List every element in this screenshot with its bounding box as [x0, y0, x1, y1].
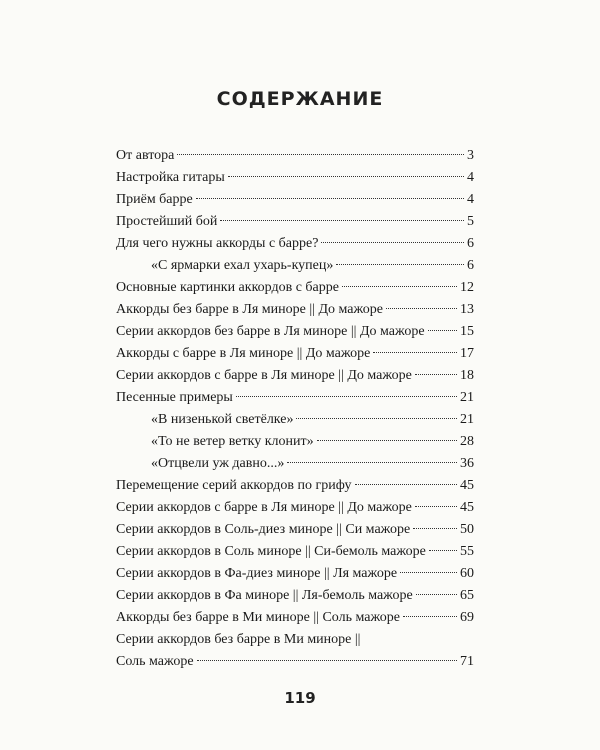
- table-of-contents: [116, 145, 474, 673]
- toc-leader-dots: [415, 506, 457, 507]
- toc-entry: [116, 541, 474, 563]
- toc-entry-page: 18: [460, 368, 474, 383]
- toc-entry: [116, 145, 474, 167]
- toc-entry-label: Серии аккордов без барре в Ля миноре || До мажоре: [116, 324, 425, 339]
- toc-entry-label: Аккорды без барре в Ля миноре || До мажоре: [116, 302, 384, 317]
- toc-entry-label: «С ярмарки ехал ухарь-купец»: [151, 258, 334, 273]
- toc-entry-page: 13: [460, 302, 474, 317]
- toc-entry-page: 15: [460, 324, 474, 339]
- toc-entry-label: Серии аккордов в Фа миноре || Ля-бемоль мажоре: [116, 588, 413, 603]
- toc-entry-page: 4: [467, 192, 474, 207]
- toc-leader-dots: [429, 550, 457, 551]
- toc-entry-page: 45: [460, 478, 474, 493]
- toc-entry: [116, 497, 474, 519]
- toc-entry-page: 69: [460, 610, 474, 625]
- toc-leader-dots: [400, 572, 457, 573]
- toc-entry-page: 50: [460, 522, 474, 537]
- toc-entries: [116, 145, 474, 629]
- toc-entry-page: 5: [467, 214, 474, 229]
- page-number: 119: [284, 689, 316, 707]
- toc-entry-page: 45: [460, 500, 474, 515]
- toc-entry-page: 6: [467, 258, 474, 273]
- toc-leader-dots: [321, 242, 464, 243]
- toc-entry-label: Аккорды с барре в Ля миноре || До мажоре: [116, 346, 371, 361]
- toc-entry-page: 4: [467, 170, 474, 185]
- toc-entry-label: Простейший бой: [116, 214, 218, 229]
- toc-entry-label: Песенные примеры: [116, 390, 233, 405]
- toc-entry: [116, 255, 474, 277]
- toc-entry-label: Основные картинки аккордов с барре: [116, 280, 339, 295]
- toc-entry-label-line2: Соль мажоре: [116, 654, 194, 669]
- toc-entry-label: «В низенькой светёлке»: [151, 412, 294, 427]
- toc-leader-dots: [373, 352, 457, 353]
- toc-entry: [116, 607, 474, 629]
- toc-leader-dots: [197, 660, 457, 661]
- toc-entry-page: 28: [460, 434, 474, 449]
- toc-entry-page: 60: [460, 566, 474, 581]
- toc-entry-multiline: [116, 629, 474, 673]
- toc-entry: [116, 321, 474, 343]
- toc-entry-page: 36: [460, 456, 474, 471]
- toc-entry: [116, 409, 474, 431]
- toc-leader-dots: [413, 528, 457, 529]
- toc-entry-label: Для чего нужны аккорды с барре?: [116, 236, 319, 251]
- toc-entry: [116, 299, 474, 321]
- toc-entry: [116, 431, 474, 453]
- toc-entry-label: Серии аккордов в Соль миноре || Си-бемоль мажоре: [116, 544, 426, 559]
- toc-entry-page: 55: [460, 544, 474, 559]
- toc-entry: [116, 475, 474, 497]
- page-title: СОДЕРЖАНИЕ: [216, 88, 384, 110]
- toc-entry-label: Серии аккордов с барре в Ля миноре || До мажоре: [116, 368, 412, 383]
- toc-entry-label-line1: Серии аккордов без барре в Ми миноре ||: [116, 632, 361, 647]
- toc-leader-dots: [428, 330, 457, 331]
- toc-entry: [116, 585, 474, 607]
- toc-leader-dots: [296, 418, 457, 419]
- toc-entry-label: Приём барре: [116, 192, 193, 207]
- toc-entry-page: 21: [460, 412, 474, 427]
- toc-leader-dots: [177, 154, 464, 155]
- toc-entry-page: 71: [460, 654, 474, 669]
- toc-entry-label: От автора: [116, 148, 175, 163]
- toc-leader-dots: [196, 198, 464, 199]
- toc-entry: [116, 189, 474, 211]
- toc-entry-label: Аккорды без барре в Ми миноре || Соль мажоре: [116, 610, 401, 625]
- toc-leader-dots: [336, 264, 464, 265]
- toc-leader-dots: [342, 286, 457, 287]
- toc-entry-label: «Отцвели уж давно...»: [151, 456, 285, 471]
- toc-entry: [116, 519, 474, 541]
- toc-leader-dots: [355, 484, 458, 485]
- toc-entry: [116, 365, 474, 387]
- toc-leader-dots: [228, 176, 464, 177]
- toc-leader-dots: [386, 308, 457, 309]
- toc-entry: [116, 211, 474, 233]
- toc-entry: [116, 563, 474, 585]
- toc-entry: [116, 343, 474, 365]
- toc-leader-dots: [236, 396, 457, 397]
- toc-entry-label: Серии аккордов в Фа-диез миноре || Ля мажоре: [116, 566, 398, 581]
- toc-entry-label: Настройка гитары: [116, 170, 225, 185]
- toc-entry: [116, 453, 474, 475]
- toc-entry: [116, 277, 474, 299]
- toc-entry-label: Перемещение серий аккордов по грифу: [116, 478, 352, 493]
- toc-entry-label: «То не ветер ветку клонит»: [151, 434, 314, 449]
- toc-entry-page: 12: [460, 280, 474, 295]
- toc-leader-dots: [403, 616, 457, 617]
- toc-entry-page: 6: [467, 236, 474, 251]
- toc-entry: [116, 233, 474, 255]
- toc-entry-page: 17: [460, 346, 474, 361]
- toc-entry-page: 21: [460, 390, 474, 405]
- toc-entry-page: 3: [467, 148, 474, 163]
- toc-leader-dots: [287, 462, 457, 463]
- toc-leader-dots: [415, 374, 457, 375]
- toc-entry: [116, 387, 474, 409]
- toc-entry-line2: [116, 651, 474, 673]
- toc-leader-dots: [317, 440, 457, 441]
- toc-leader-dots: [416, 594, 457, 595]
- toc-entry-label: Серии аккордов с барре в Ля миноре || До мажоре: [116, 500, 412, 515]
- toc-entry: [116, 167, 474, 189]
- toc-leader-dots: [220, 220, 464, 221]
- toc-entry-label: Серии аккордов в Соль-диез миноре || Си мажоре: [116, 522, 411, 537]
- toc-entry-page: 65: [460, 588, 474, 603]
